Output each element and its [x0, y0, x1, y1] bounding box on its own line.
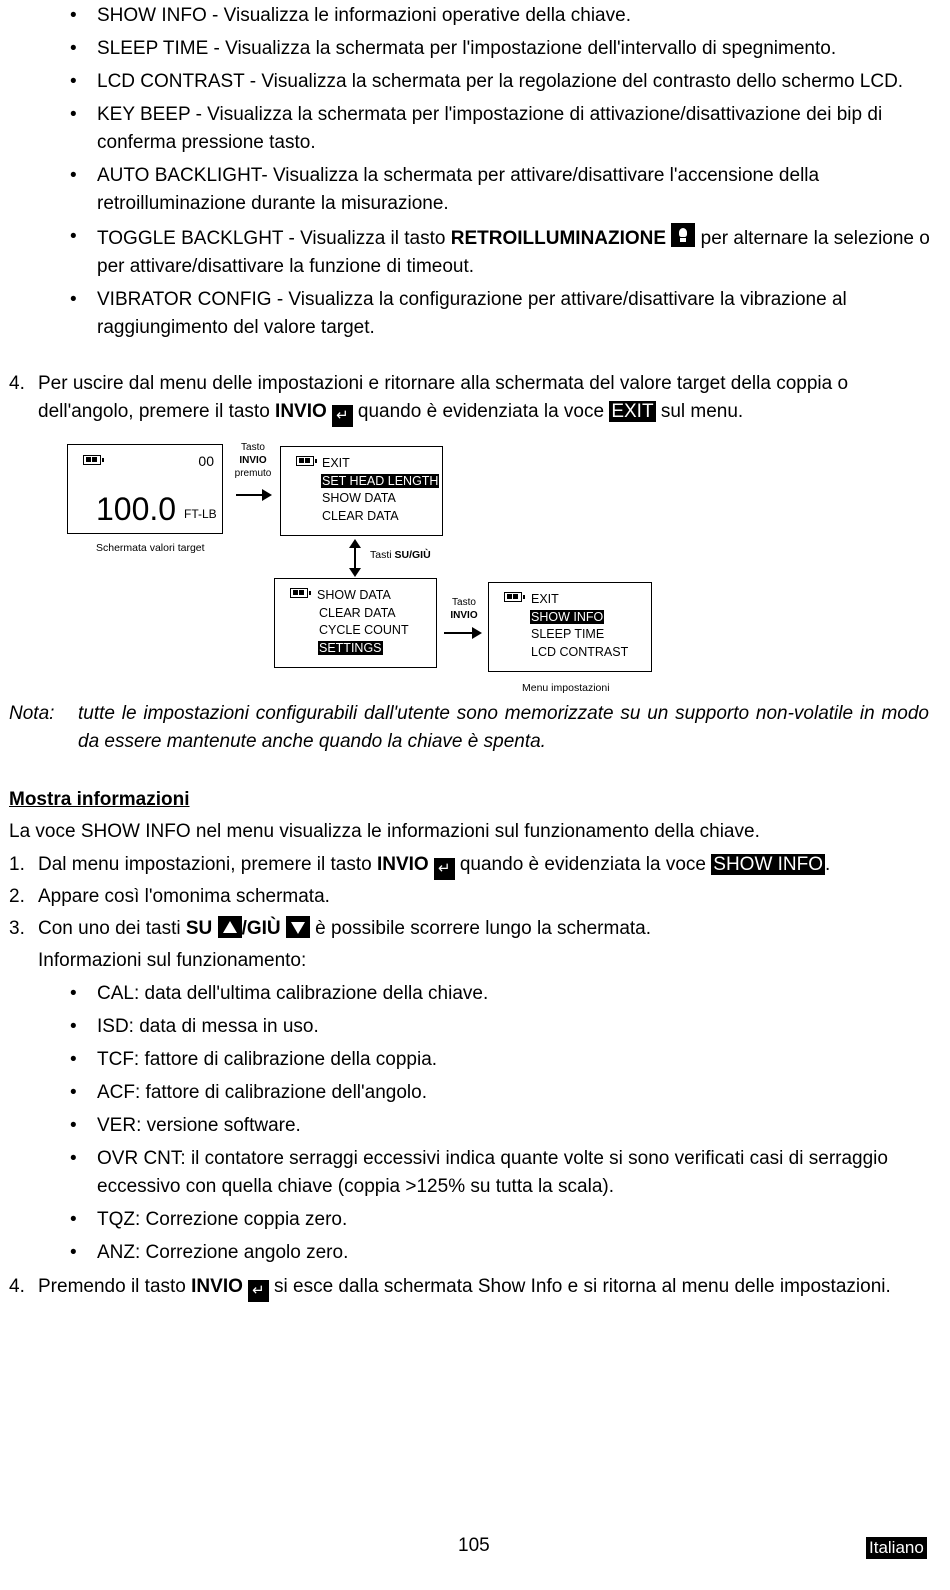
list-item: • TCF: fattore di calibrazione della coppia. [70, 1046, 940, 1074]
list-item: • CAL: data dell'ultima calibrazione della chiave. [70, 980, 940, 1008]
up-key-name: SU [185, 918, 213, 939]
language-badge: Italiano [866, 1537, 927, 1559]
menu-items [530, 591, 629, 661]
step-number: 1. [9, 854, 25, 875]
screen-counter: 00 [198, 453, 214, 469]
step-text: . [825, 854, 831, 875]
menu-items [316, 587, 410, 657]
menu-item: EXIT [322, 456, 350, 470]
screen-value: 100.0 [96, 491, 177, 527]
enter-key-label: Tasto INVIO [450, 597, 478, 621]
list-item: • VIBRATOR CONFIG - Visualizza la configurazione per attivare/disattivare la vibrazione al raggiungimento del valore target. [70, 286, 940, 342]
operation-info-bullets [70, 980, 940, 1272]
step-text: Con uno dei tasti [38, 918, 186, 939]
menu-item: SHOW DATA [317, 588, 391, 602]
step-number: 4. [9, 1276, 25, 1297]
toggle-backlight-pre: TOGGLE BACKLGHT - Visualizza il tasto [97, 228, 451, 249]
up-down-arrow-icon [354, 547, 356, 569]
enter-key-icon: ↵ [248, 1280, 269, 1302]
menu-item-selected: SETTINGS [319, 640, 382, 655]
enter-key-name: INVIO [376, 854, 429, 875]
backlight-bulb-icon [671, 223, 695, 247]
menu-item: SLEEP TIME [531, 627, 605, 641]
up-down-keys-label: Tasti SU/GIÙ [370, 549, 431, 561]
highlighted-show-info: SHOW INFO [713, 854, 824, 875]
step-text: quando è evidenziata la voce [454, 854, 712, 875]
up-arrow-key-icon [218, 916, 242, 938]
list-item: • VER: versione software. [70, 1112, 940, 1140]
note-block [9, 700, 929, 756]
list-item: • ISD: data di messa in uso. [70, 1013, 940, 1041]
list-item: • OVR CNT: il contatore serraggi eccessivi indica quante volte si sono verificati casi di serraggio eccessivo con quella chiave (coppia >125% su tutta la scala). [70, 1145, 940, 1201]
backlight-key-name: RETROILLUMINAZIONE [450, 228, 667, 249]
step-number: 4. [9, 373, 25, 394]
list-item: • TQZ: Correzione coppia zero. [70, 1206, 940, 1234]
screen-unit: FT-LB [184, 507, 217, 521]
list-item: • ACF: fattore di calibrazione dell'angolo. [70, 1079, 940, 1107]
section-intro: La voce SHOW INFO nel menu visualizza le informazioni sul funzionamento della chiave. [9, 821, 760, 842]
enter-key-icon: ↵ [332, 405, 353, 427]
step-text: sul menu. [655, 401, 744, 422]
menu-items [321, 455, 439, 525]
list-item: • SLEEP TIME - Visualizza la schermata per l'impostazione dell'intervallo di spegnimento. [70, 35, 940, 63]
list-item: • SHOW INFO - Visualizza le informazioni operative della chiave. [70, 2, 940, 30]
step-number: 3. [9, 918, 25, 939]
menu-item: LCD CONTRAST [531, 644, 629, 659]
settings-menu-bullets [70, 2, 940, 347]
list-item: • ANZ: Correzione angolo zero. [70, 1239, 940, 1267]
battery-icon [504, 592, 522, 602]
enter-key-icon: ↵ [434, 858, 455, 880]
battery-icon [83, 455, 101, 465]
menu-item: CLEAR DATA [319, 605, 396, 620]
step-text: si esce dalla schermata Show Info e si ritorna al menu delle impostazioni. [268, 1276, 891, 1297]
menu-item: CLEAR DATA [322, 508, 399, 523]
note-label: Nota: [9, 703, 55, 724]
menu-screen-data [274, 578, 437, 668]
battery-icon [296, 456, 314, 466]
settings-menu-caption: Menu impostazioni [522, 682, 610, 694]
down-arrow-key-icon [286, 916, 310, 938]
page-number: 105 [458, 1535, 490, 1556]
step-text: Per uscire dal menu delle impostazioni e ritornare alla schermata del valore target della coppia o dell'angolo, premere il tasto [38, 373, 849, 422]
right-arrow-icon [236, 494, 270, 496]
menu-item: SHOW DATA [322, 491, 396, 505]
target-value-screen [67, 444, 223, 534]
enter-pressed-label: Tasto INVIO premuto [234, 442, 272, 479]
menu-item-selected: SHOW INFO [531, 609, 604, 624]
step-3 [9, 915, 941, 943]
menu-screen-main [280, 446, 443, 536]
highlighted-exit: EXIT [611, 401, 654, 422]
step-4 [9, 1273, 941, 1302]
list-item: • LCD CONTRAST - Visualizza la schermata per la regolazione del contrasto dello schermo LCD. [70, 68, 940, 96]
right-arrow-icon [444, 632, 480, 634]
list-item: • AUTO BACKLIGHT- Visualizza la schermata per attivare/disattivare l'accensione della retroilluminazione durante la misurazione. [70, 162, 940, 218]
step-number: 2. [9, 886, 25, 907]
enter-key-name: INVIO [275, 401, 327, 422]
step-text: è possibile scorrere lungo la schermata. [309, 918, 652, 939]
step-text: Appare così l'omonima schermata. [38, 886, 330, 907]
target-screen-caption: Schermata valori target [96, 542, 205, 554]
menu-item: EXIT [531, 592, 559, 606]
step-text: Premendo il tasto [38, 1276, 192, 1297]
battery-icon [290, 588, 308, 598]
list-item [70, 223, 940, 281]
step-1 [9, 851, 941, 880]
menu-item: CYCLE COUNT [319, 623, 409, 637]
settings-menu-screen [488, 582, 652, 672]
toggle-backlight-post: per alternare la selezione o per attivare/disattivare la funzione di timeout. [97, 228, 930, 277]
operation-info-subtitle: Informazioni sul funzionamento: [38, 950, 307, 971]
down-key-name: /GIÙ [241, 918, 281, 939]
step-2 [9, 883, 941, 911]
menu-item-selected: SET HEAD LENGTH [322, 473, 439, 488]
enter-key-name: INVIO [191, 1276, 243, 1297]
exit-settings-step [9, 370, 941, 427]
note-text: tutte le impostazioni configurabili dall'utente sono memorizzate su un supporto non-volatile in modo da essere mantenute anche quando la chiave è spenta. [78, 703, 929, 752]
step-text: quando è evidenziata la voce [352, 401, 610, 422]
step-text: Dal menu impostazioni, premere il tasto [38, 854, 377, 875]
list-item: • KEY BEEP - Visualizza la schermata per l'impostazione di attivazione/disattivazione dei bip di conferma pressione tasto. [70, 101, 940, 157]
section-title: Mostra informazioni [9, 789, 190, 810]
